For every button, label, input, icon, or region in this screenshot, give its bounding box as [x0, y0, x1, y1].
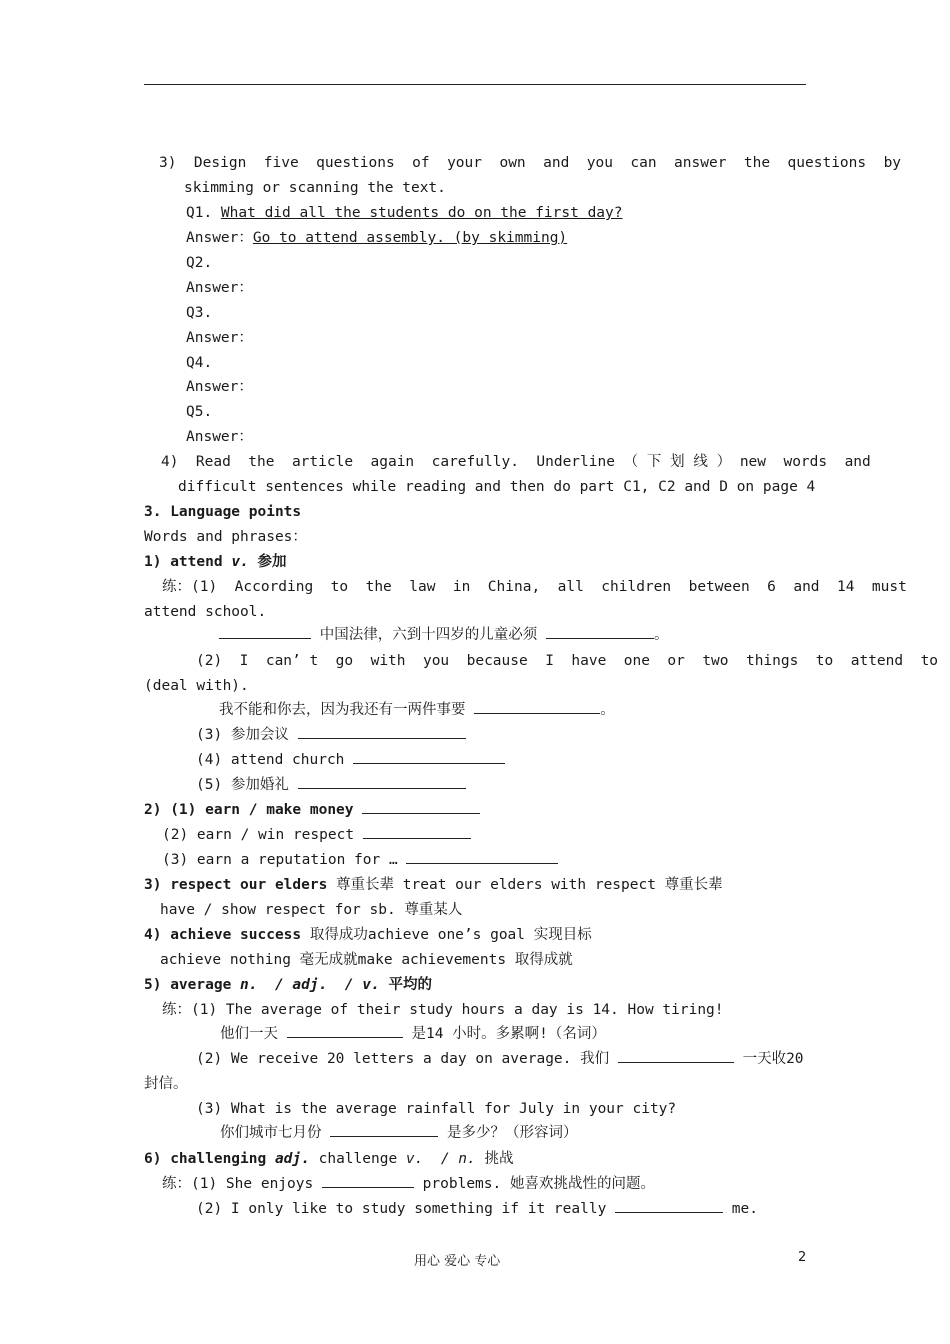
item-achieve-title: 4) achieve success 取得成功achieve one’s goal 实现目标	[144, 927, 592, 943]
average-exercise-1: 练：(1) The average of their study hours a day is 14. How tiring!	[162, 1002, 724, 1018]
attend-exercise-1-line-2: attend school.	[144, 604, 267, 620]
average-exercise-3: (3) What is the average rainfall for July in your city?	[196, 1101, 677, 1117]
language-points-heading: 3. Language points	[144, 504, 302, 520]
page-number: 2	[798, 1250, 807, 1265]
answer-blank[interactable]	[474, 701, 600, 714]
answer-3: Answer：	[186, 330, 253, 346]
question-1-text: What did all the students do on the first day?	[220, 205, 623, 221]
attend-exercise-2-line-1: (2) I can’ t go with you because I have one or two things to attend to	[196, 653, 939, 669]
attend-exercise-1-line-1: 练：(1) According to the law in China, all children between 6 and 14 must	[162, 579, 907, 595]
average-translation-3: 你们城市七月份 是多少？（形容词）	[220, 1125, 578, 1141]
header-rule	[144, 84, 806, 85]
earn-exercise-3: (3) earn a reputation for …	[162, 851, 558, 869]
attend-exercise-4: (4) attend church	[196, 751, 505, 769]
answer-blank[interactable]	[618, 1050, 734, 1063]
task-4-line-1: 4) Read the article again carefully. Underline （ 下 划 线 ） new words and	[161, 454, 871, 470]
item-average-title: 5) average n. / adj. / v. 平均的	[144, 977, 432, 993]
footer-slogan: 用心 爱心 专心	[414, 1254, 501, 1269]
answer-blank[interactable]	[298, 776, 466, 789]
challenging-exercise-1: 练：(1) She enjoys problems. 她喜欢挑战性的问题。	[162, 1176, 655, 1192]
attend-exercise-5: (5) 参加婚礼	[196, 776, 466, 794]
answer-1-text: Go to attend assembly. (by skimming)	[252, 230, 568, 246]
answer-1: Answer：Go to attend assembly. (by skimming)	[186, 230, 568, 246]
question-3: Q3.	[186, 305, 213, 321]
answer-blank[interactable]	[362, 801, 480, 814]
task-3-line-1: 3) Design five questions of your own and you can answer the questions by	[159, 155, 902, 171]
item-earn-title: 2) (1) earn / make money	[144, 801, 480, 819]
question-4: Q4.	[186, 355, 213, 371]
task-4-line-2: difficult sentences while reading and then do part C1, C2 and D on page 4	[178, 479, 816, 495]
attend-translation-2: 我不能和你去，因为我还有一两件事要 。	[219, 702, 615, 718]
answer-blank[interactable]	[353, 751, 505, 764]
average-exercise-2-line-2: 封信。	[144, 1076, 188, 1092]
attend-exercise-3: (3) 参加会议	[196, 726, 466, 744]
answer-blank[interactable]	[287, 1025, 403, 1038]
item-attend-title: 1) attend v. 参加	[144, 554, 287, 570]
answer-blank[interactable]	[322, 1175, 414, 1188]
answer-blank[interactable]	[298, 726, 466, 739]
question-1: Q1. What did all the students do on the first day?	[186, 205, 623, 221]
item-respect-title: 3) respect our elders 尊重长辈 treat our elders with respect 尊重长辈	[144, 877, 723, 893]
answer-blank[interactable]	[546, 626, 654, 639]
earn-exercise-2: (2) earn / win respect	[162, 826, 471, 844]
achieve-line-2: achieve nothing 毫无成就make achievements 取得成就	[160, 952, 573, 968]
respect-line-2: have / show respect for sb. 尊重某人	[160, 902, 463, 918]
answer-2: Answer：	[186, 280, 253, 296]
question-2: Q2.	[186, 255, 213, 271]
item-challenging-title: 6) challenging adj. challenge v. / n. 挑战	[144, 1151, 514, 1167]
average-exercise-2: (2) We receive 20 letters a day on average. 我们 一天收20	[196, 1051, 804, 1067]
attend-translation-1: 中国法律，六到十四岁的儿童必须 。	[219, 626, 668, 644]
answer-blank[interactable]	[330, 1124, 438, 1137]
question-5: Q5.	[186, 404, 213, 420]
task-3-line-2: skimming or scanning the text.	[184, 180, 446, 196]
words-phrases-heading: Words and phrases：	[144, 529, 307, 545]
attend-exercise-2-line-2: (deal with).	[144, 678, 249, 694]
answer-5: Answer：	[186, 429, 253, 445]
answer-blank[interactable]	[406, 851, 558, 864]
average-translation-1: 他们一天 是14 小时。多累啊!（名词）	[220, 1026, 606, 1042]
answer-blank[interactable]	[219, 626, 311, 639]
answer-blank[interactable]	[363, 826, 471, 839]
challenging-exercise-2: (2) I only like to study something if it really me.	[196, 1201, 758, 1217]
answer-4: Answer：	[186, 379, 253, 395]
answer-blank[interactable]	[615, 1200, 723, 1213]
